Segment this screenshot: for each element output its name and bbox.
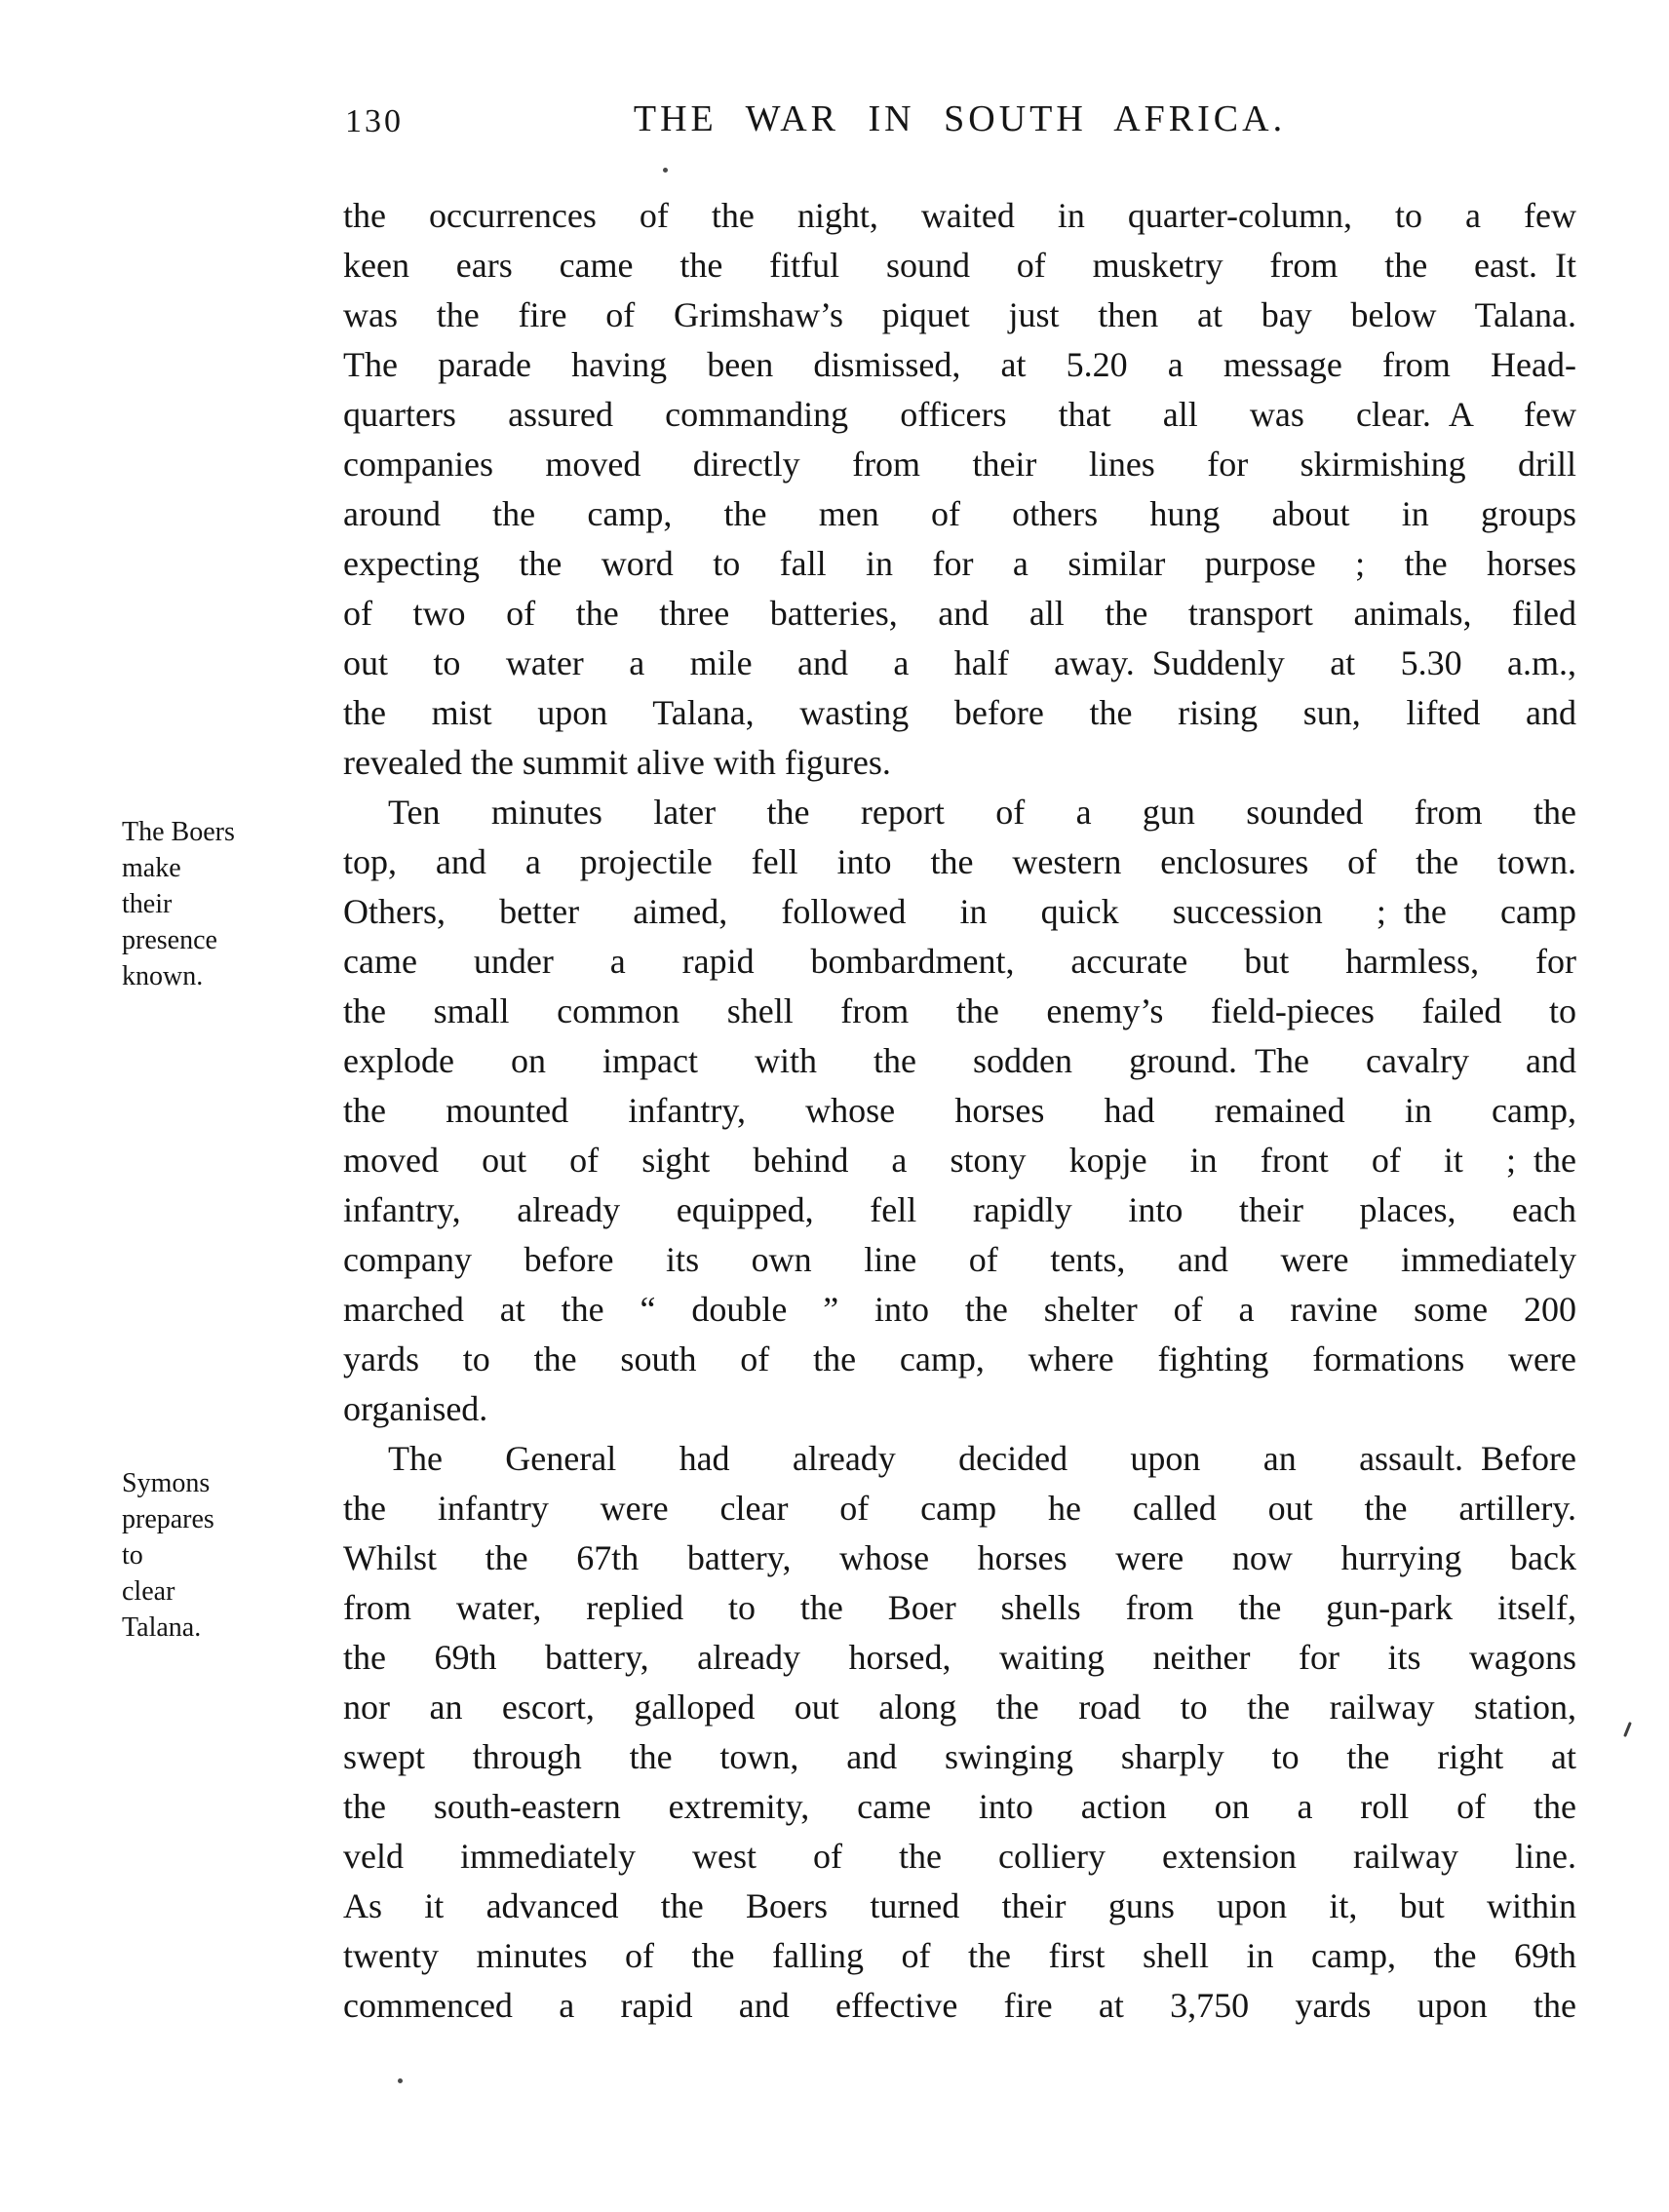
text-line: the mist upon Talana, wasting before the rising sun, lifted and xyxy=(343,693,1576,732)
text-line: moved out of sight behind a stony kopje in front of it ; the xyxy=(343,1141,1576,1180)
paragraph xyxy=(343,1434,1576,2031)
text-line: commenced a rapid and effective fire at 3,750 yards upon the xyxy=(343,1986,1576,2025)
text-line: keen ears came the fitful sound of musketry from the east. It xyxy=(343,246,1576,285)
text-line: from water, replied to the Boer shells from the gun-park itself, xyxy=(343,1588,1576,1627)
running-header xyxy=(343,97,1576,146)
margin-note-symons xyxy=(122,1465,331,1646)
text-line: veld immediately west of the colliery extension railway line. xyxy=(343,1837,1576,1876)
text-line: of two of the three batteries, and all the transport animals, filed xyxy=(343,594,1576,633)
text-line: came under a rapid bombardment, accurate but harmless, for xyxy=(343,942,1576,981)
text-line: swept through the town, and swinging sharply to the right at xyxy=(343,1737,1576,1776)
margin-note-line: Talana. xyxy=(122,1612,202,1643)
text-line: was the fire of Grimshaw’s piquet just then at bay below Talana. xyxy=(343,295,1576,334)
text-line: The General had already decided upon an assault. Before xyxy=(388,1439,1576,1478)
margin-note-line: presence xyxy=(122,925,217,955)
page-header-title: THE WAR IN SOUTH AFRICA. xyxy=(633,98,1287,139)
margin-note-line: make xyxy=(122,853,181,883)
text-line: the 69th battery, already horsed, waiting neither for its wagons xyxy=(343,1638,1576,1677)
text-line: the small common shell from the enemy’s field-pieces failed to xyxy=(343,991,1576,1030)
scan-artifact-dot xyxy=(398,2078,403,2083)
text-line: explode on impact with the sodden ground. The cavalry and xyxy=(343,1041,1576,1080)
text-line: yards to the south of the camp, where fighting formations were xyxy=(343,1339,1576,1378)
text-line: Others, better aimed, followed in quick succession ; the camp xyxy=(343,892,1576,931)
scan-artifact-tick xyxy=(1623,1722,1632,1737)
text-line: Whilst the 67th battery, whose horses were now hurrying back xyxy=(343,1538,1576,1577)
text-line: revealed the summit alive with figures. xyxy=(343,743,891,782)
text-line: infantry, already equipped, fell rapidly into their places, each xyxy=(343,1190,1576,1229)
page-number: 130 xyxy=(345,103,404,139)
text-line: nor an escort, galloped out along the road to the railway station, xyxy=(343,1688,1576,1727)
margin-note-line: prepares xyxy=(122,1504,214,1534)
text-line: quarters assured commanding officers that all was clear. A few xyxy=(343,395,1576,434)
text-line: twenty minutes of the falling of the first shell in camp, the 69th xyxy=(343,1936,1576,1975)
margin-note-line: to xyxy=(122,1540,143,1571)
margin-note-boers xyxy=(122,814,331,994)
text-line: organised. xyxy=(343,1389,488,1428)
text-line: the south-eastern extremity, came into action on a roll of the xyxy=(343,1787,1576,1826)
text-line: out to water a mile and a half away. Suddenly at 5.30 a.m., xyxy=(343,643,1576,682)
margin-note-line: their xyxy=(122,889,173,919)
text-line: As it advanced the Boers turned their guns upon it, but within xyxy=(343,1886,1576,1925)
text-line: company before its own line of tents, and were immediately xyxy=(343,1240,1576,1279)
text-line: Ten minutes later the report of a gun sounded from the xyxy=(388,793,1576,832)
text-line: The parade having been dismissed, at 5.20 a message from Head- xyxy=(343,345,1576,384)
text-line: around the camp, the men of others hung about in groups xyxy=(343,494,1576,533)
margin-note-line: The Boers xyxy=(122,817,235,847)
text-line: top, and a projectile fell into the western enclosures of the town. xyxy=(343,842,1576,881)
paragraph xyxy=(343,788,1576,1434)
margin-note-line: Symons xyxy=(122,1468,211,1498)
scan-artifact-dot xyxy=(663,168,668,173)
text-line: marched at the “ double ” into the shelter of a ravine some 200 xyxy=(343,1290,1576,1329)
paragraph xyxy=(343,191,1576,788)
margin-note-line: clear xyxy=(122,1576,175,1607)
text-line: expecting the word to fall in for a similar purpose ; the horses xyxy=(343,544,1576,583)
text-line: companies moved directly from their lines for skirmishing drill xyxy=(343,445,1576,484)
body-text xyxy=(343,191,1576,2031)
text-line: the mounted infantry, whose horses had remained in camp, xyxy=(343,1091,1576,1130)
text-line: the occurrences of the night, waited in quarter-column, to a few xyxy=(343,196,1576,235)
margin-note-line: known. xyxy=(122,961,204,991)
text-line: the infantry were clear of camp he called out the artillery. xyxy=(343,1489,1576,1528)
